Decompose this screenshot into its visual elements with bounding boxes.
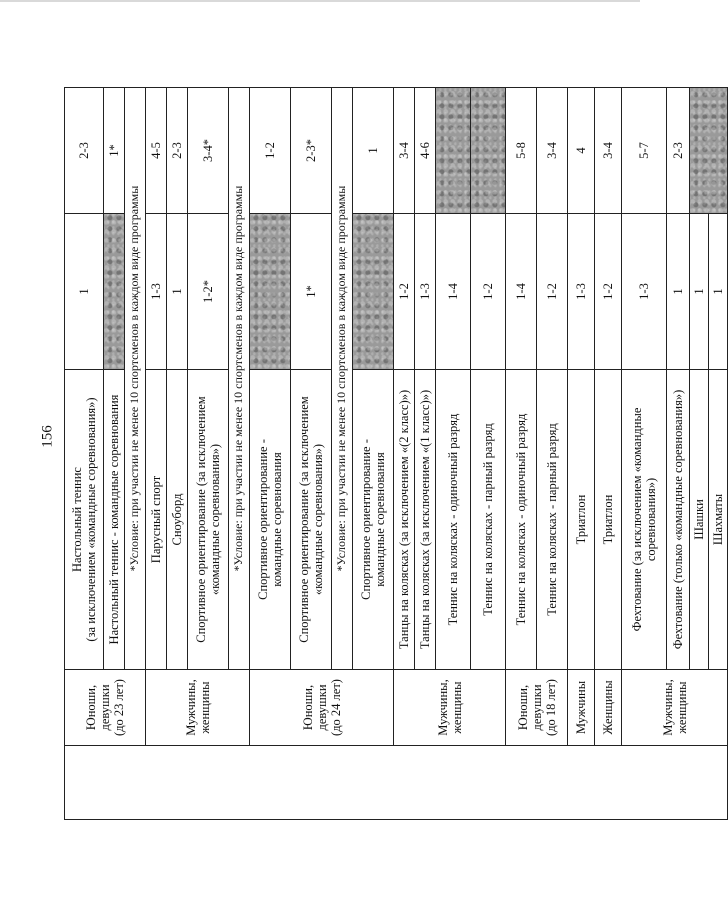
category-cell: Мужчины, женщины xyxy=(394,670,506,746)
places-col1: 1-2* xyxy=(188,214,229,370)
category-cell: Юноши, девушки (до 23 лет) xyxy=(65,670,146,746)
places-col2: 4 xyxy=(568,88,595,214)
sport-cell: Спортивное ориентирование (за исключением «командные соревнования») xyxy=(188,370,229,670)
places-col1: 1-3 xyxy=(415,214,436,370)
sport-cell: Триатлон xyxy=(595,370,622,670)
rotated-page xyxy=(64,88,725,820)
shaded-cell xyxy=(104,214,125,370)
places-col2: 2-3* xyxy=(291,88,332,214)
table-row xyxy=(250,88,291,820)
sport-cell: Парусный спорт xyxy=(146,370,167,670)
category-cell: Мужчины xyxy=(568,670,595,746)
places-col1: 1* xyxy=(291,214,332,370)
places-col2: 1 xyxy=(353,88,394,214)
places-col1: 1-4 xyxy=(506,214,537,370)
places-col2: 5-7 xyxy=(622,88,667,214)
sport-cell: Теннис на колясках - парный разряд xyxy=(537,370,568,670)
places-col1: 1 xyxy=(167,214,188,370)
places-col2: 3-4 xyxy=(394,88,415,214)
places-col1: 1 xyxy=(709,214,728,370)
sport-cell: Спортивное ориентирование - командные соревнования xyxy=(353,370,394,670)
sport-cell: Спортивное ориентирование (за исключением «командные соревнования») xyxy=(291,370,332,670)
places-col2: 2-3 xyxy=(667,88,690,214)
category-cell: Женщины xyxy=(595,670,622,746)
category-cell: Юноши, девушки (до 24 лет) xyxy=(250,670,394,746)
sport-cell: Теннис на колясках - одиночный разряд xyxy=(436,370,471,670)
places-col1: 1 xyxy=(690,214,709,370)
sport-cell: Фехтование (за исключением «командные соревнования») xyxy=(622,370,667,670)
shaded-cell xyxy=(353,214,394,370)
scan-edge xyxy=(0,0,640,2)
places-col1: 1 xyxy=(65,214,104,370)
places-col1: 1-3 xyxy=(622,214,667,370)
table-row xyxy=(622,88,667,820)
condition-note: *Условие: при участии не менее 10 спортсменов в каждом виде программы xyxy=(125,88,146,670)
shaded-cell xyxy=(250,214,291,370)
sport-cell: Фехтование (только «командные соревнования») xyxy=(667,370,690,670)
places-col2: 3-4 xyxy=(595,88,622,214)
places-col1: 1-4 xyxy=(436,214,471,370)
sport-cell: Танцы на колясках (за исключением «(2 класс)») xyxy=(394,370,415,670)
category-cell: Мужчины, женщины xyxy=(622,670,728,746)
table-row xyxy=(595,88,622,820)
places-col2: 1* xyxy=(104,88,125,214)
places-col2: 5-8 xyxy=(506,88,537,214)
places-col1: 1 xyxy=(667,214,690,370)
places-col2: 3-4* xyxy=(188,88,229,214)
places-col1: 1-2 xyxy=(537,214,568,370)
shaded-cell xyxy=(471,88,506,214)
table-row xyxy=(65,88,104,820)
sports-table xyxy=(64,87,728,820)
left-margin-column xyxy=(65,746,728,820)
sport-cell: Шахматы xyxy=(709,370,728,670)
sport-cell: Настольный теннис - командные соревнования xyxy=(104,370,125,670)
sport-cell: Теннис на колясках - одиночный разряд xyxy=(506,370,537,670)
table-row xyxy=(506,88,537,820)
category-cell: Мужчины, женщины xyxy=(146,670,250,746)
places-col1: 1-2 xyxy=(595,214,622,370)
shaded-cell xyxy=(436,88,471,214)
page-number: 156 xyxy=(39,425,56,448)
places-col2: 2-3 xyxy=(65,88,104,214)
places-col1: 1-3 xyxy=(146,214,167,370)
sport-cell: Спортивное ориентирование - командные соревнования xyxy=(250,370,291,670)
places-col2: 4-5 xyxy=(146,88,167,214)
places-col2: 4-6 xyxy=(415,88,436,214)
places-col1: 1-2 xyxy=(471,214,506,370)
sport-cell: Танцы на колясках (за исключением «(1 класс)») xyxy=(415,370,436,670)
sport-cell: Настольный теннис (за исключением «командные соревнования») xyxy=(65,370,104,670)
places-col2: 1-2 xyxy=(250,88,291,214)
table-row xyxy=(394,88,415,820)
condition-note: *Условие: при участии не менее 10 спортсменов в каждом виде программы xyxy=(332,88,353,670)
sport-cell: Теннис на колясках - парный разряд xyxy=(471,370,506,670)
sport-cell: Сноуборд xyxy=(167,370,188,670)
sport-cell: Триатлон xyxy=(568,370,595,670)
places-col1: 1-2 xyxy=(394,214,415,370)
places-col2: 3-4 xyxy=(537,88,568,214)
places-col1: 1-3 xyxy=(568,214,595,370)
category-cell: Юноши, девушки (до 18 лет) xyxy=(506,670,568,746)
shaded-cell xyxy=(690,88,728,214)
places-col2: 2-3 xyxy=(167,88,188,214)
table-row xyxy=(568,88,595,820)
condition-note: *Условие: при участии не менее 10 спортсменов в каждом виде программы xyxy=(229,88,250,670)
sport-cell: Шашки xyxy=(690,370,709,670)
table-row xyxy=(146,88,167,820)
